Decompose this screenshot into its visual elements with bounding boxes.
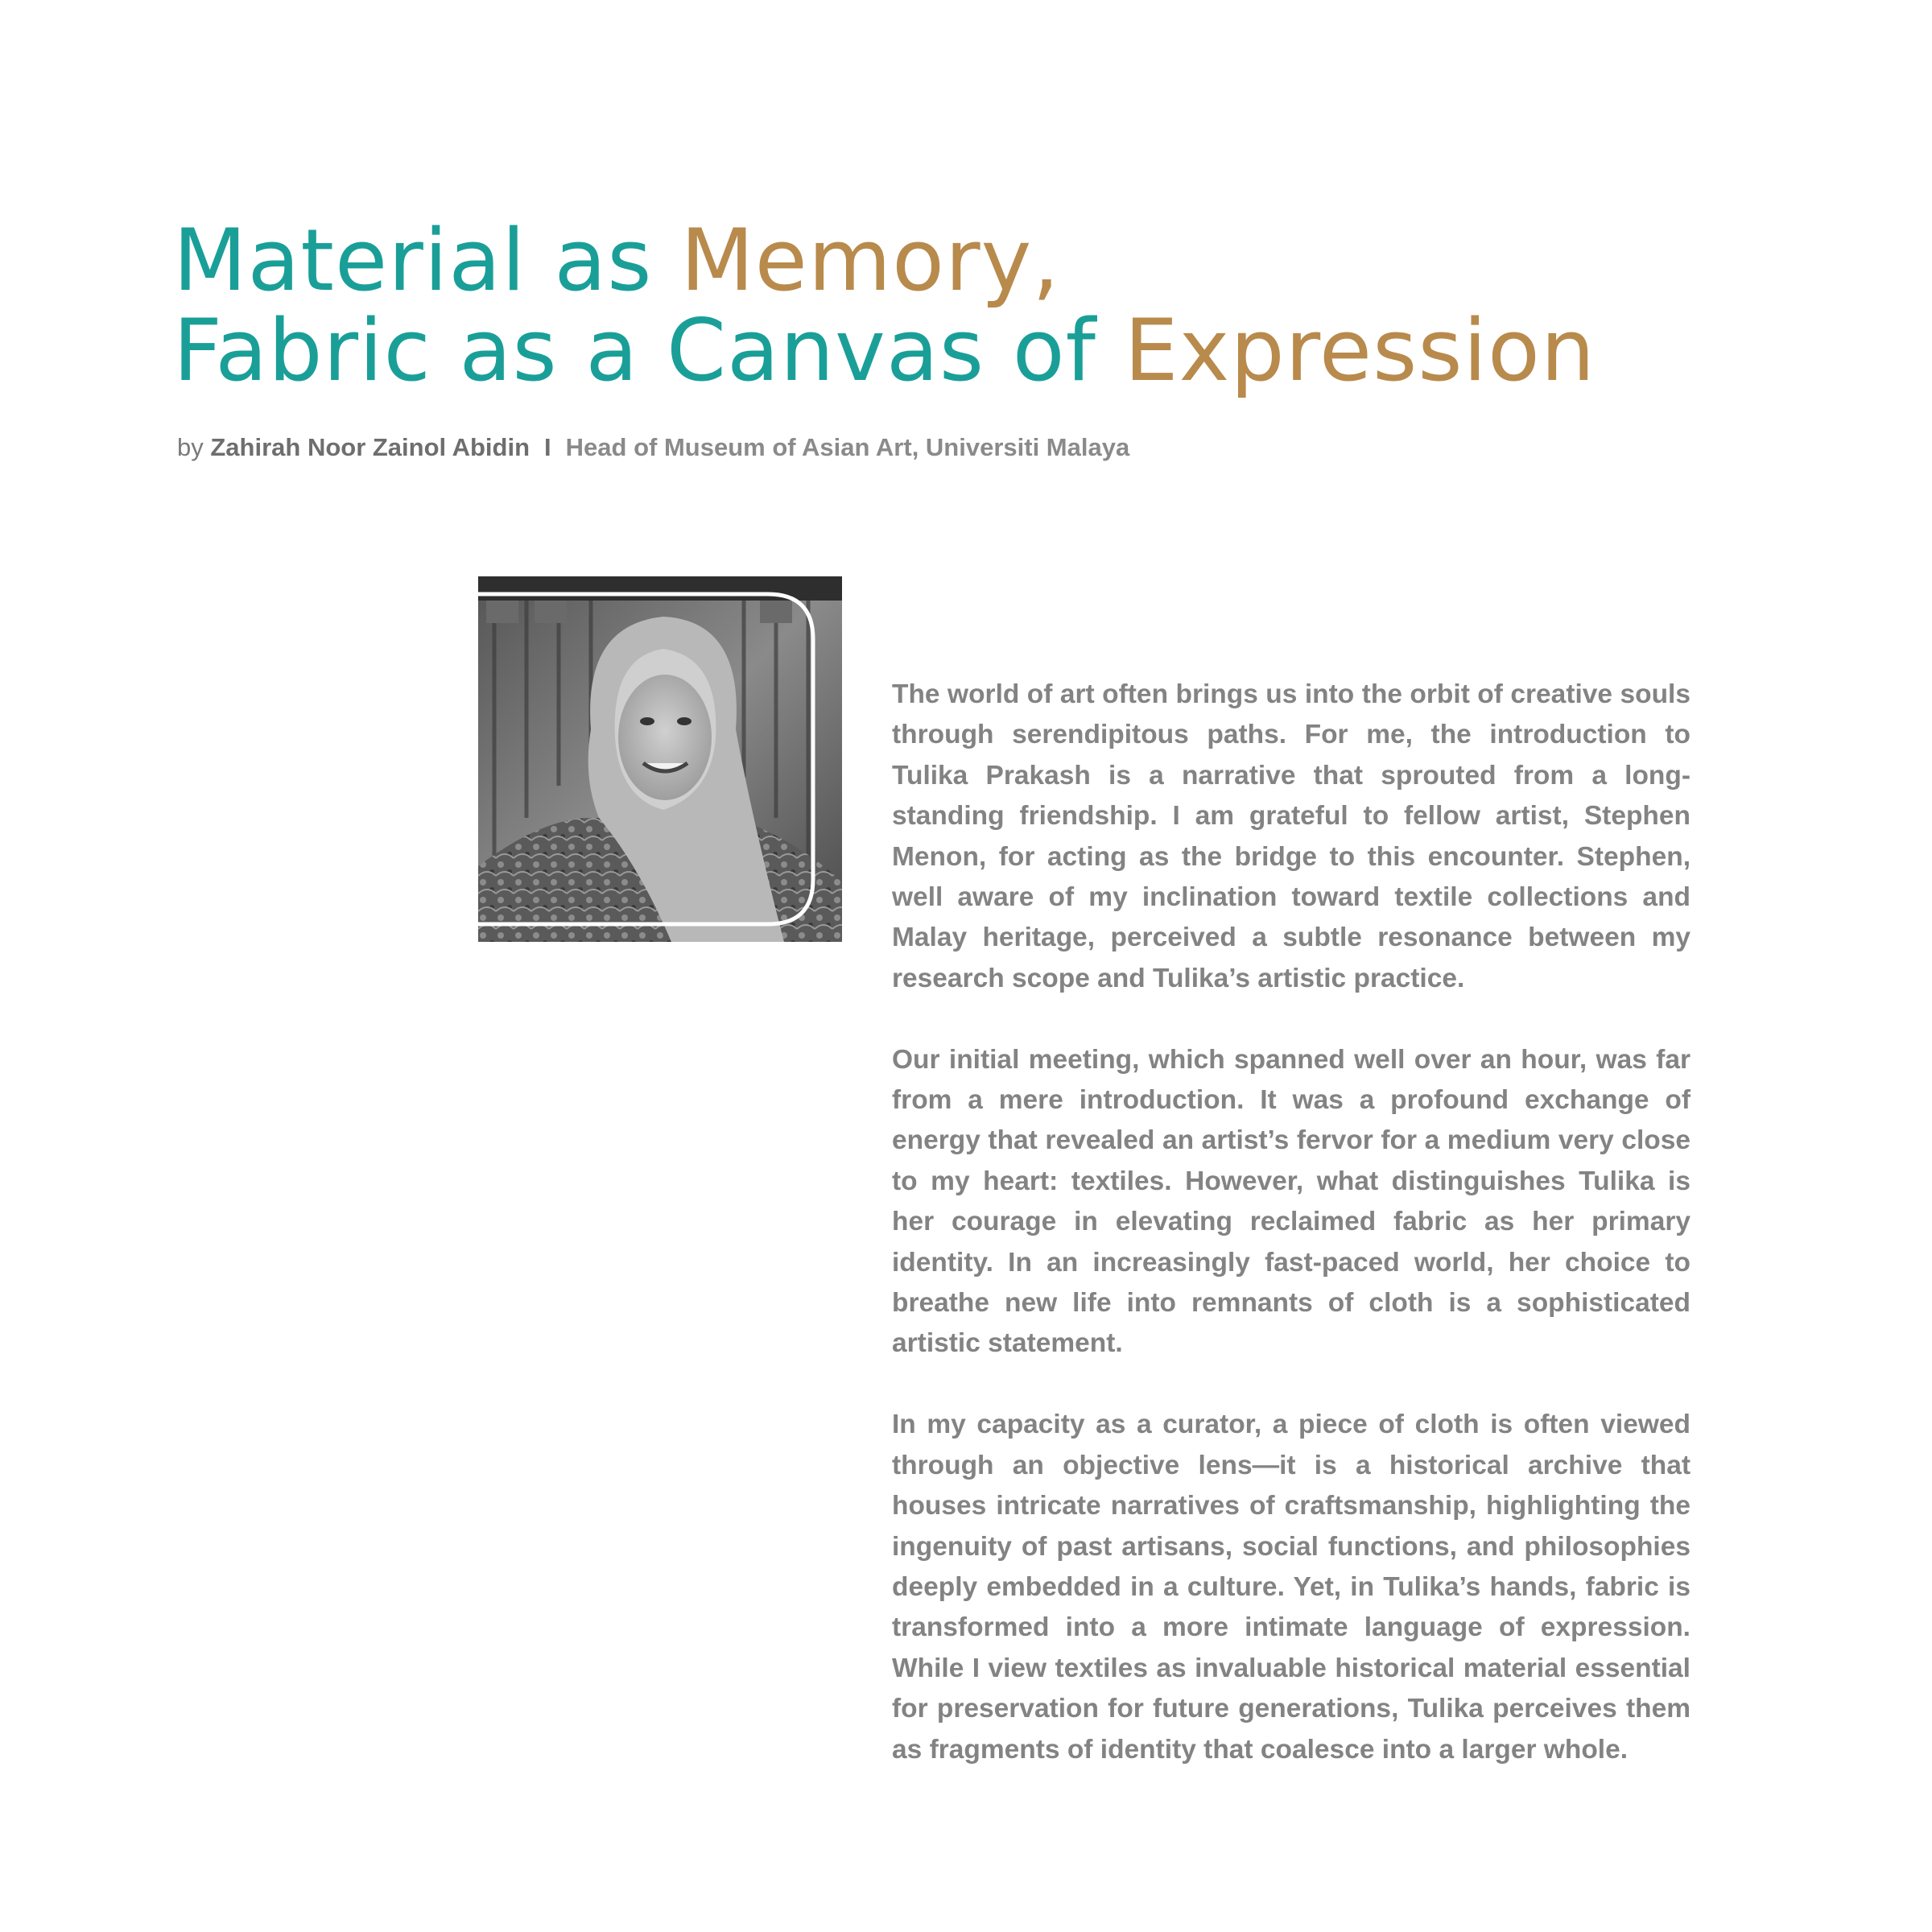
- title-accent-memory: Memory,: [680, 211, 1060, 310]
- byline: [177, 433, 1129, 462]
- author-portrait: [478, 576, 842, 942]
- byline-separator: I: [544, 433, 551, 461]
- article-title: [173, 211, 1596, 400]
- title-line-2: Fabric as a Canvas of Expression: [173, 301, 1596, 400]
- paragraph-1: The world of art often brings us into the orbit of creative souls through serendipitous paths. For me, the introduction to Tulika Prakash is a narrative that sprouted from a long-standing friendship. I am grateful to fellow artist, Stephen Menon, for acting as the bridge to this encounter. Stephen, well aware of my inclination toward textile collections and Malay heritage, perceived a subtle resonance between my research scope and Tulika’s artistic practice.: [892, 679, 1690, 993]
- author-role: Head of Museum of Asian Art, Universiti Malaya: [565, 433, 1130, 461]
- paragraph-3: In my capacity as a curator, a piece of cloth is often viewed through an objective lens—it is a historical archive that houses intricate narratives of craftsmanship, highlighting the ingenuity of past artisans, social functions, and philosophies deeply embedded in a culture. Yet, in Tulika’s hands, fabric is transformed into a more intimate language of expression. While I view textiles as invaluable historical material essential for preservation for future generations, Tulika perceives them as fragments of identity that coalesce into a larger whole.: [892, 1410, 1690, 1765]
- portrait-image: [478, 576, 842, 942]
- author-name: Zahirah Noor Zainol Abidin: [210, 433, 530, 461]
- title-line-1: Material as Memory,: [173, 211, 1060, 310]
- byline-prefix: by: [177, 433, 211, 461]
- article-body: [892, 675, 1690, 1810]
- title-accent-expression: Expression: [1124, 301, 1596, 400]
- paragraph-2: Our initial meeting, which spanned well over an hour, was far from a mere introduction. It was a profound exchange of energy that revealed an artist’s fervor for a medium very close to my heart: textiles. However, what distinguishes Tulika is her courage in elevating reclaimed fabric as her primary identity. In an increasingly fast-paced world, her choice to breathe new life into remnants of cloth is a sophisticated artistic statement.: [892, 1044, 1690, 1359]
